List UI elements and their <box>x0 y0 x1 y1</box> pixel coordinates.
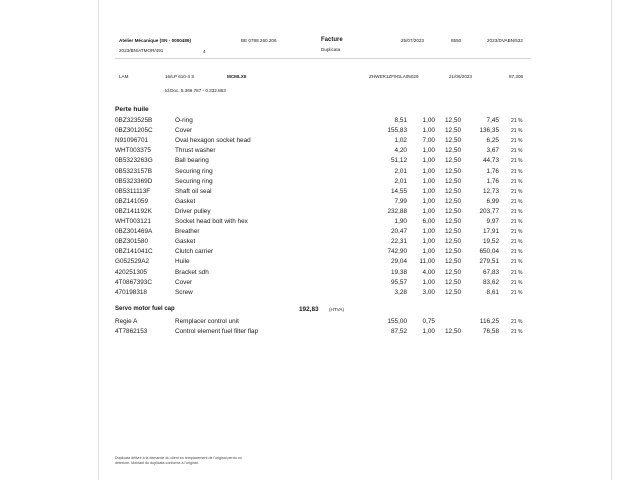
invoice-date: 25/07/2023 <box>401 38 424 43</box>
discount-rate: 12,50 <box>445 268 461 276</box>
table-row <box>99 289 611 299</box>
line-total: 203,77 <box>479 207 499 215</box>
part-reference: 0B5323263G <box>115 157 153 165</box>
table-row <box>99 248 611 258</box>
quantity: 1,00 <box>422 157 435 165</box>
table-row <box>99 328 611 338</box>
quantity: 6,00 <box>422 218 435 225</box>
quantity: 1,00 <box>422 248 435 256</box>
part-description: Bracket sdh <box>175 268 209 276</box>
line-total: 19,52 <box>483 238 499 246</box>
order-reference: 2023/BN/ATMOR/491 <box>119 48 164 53</box>
vat-rate: 21 % <box>511 148 523 155</box>
invoice-number: 8550 <box>451 38 462 43</box>
discount-rate: 12,50 <box>445 328 461 336</box>
part-description: Oval hexagon socket head <box>175 137 251 145</box>
company-name: Atelier Mécanique (SN - 0000489) <box>119 38 191 43</box>
line-total: 1,76 <box>486 167 499 175</box>
discount-rate: 12,50 <box>445 207 461 215</box>
quantity: 1,00 <box>422 177 435 185</box>
part-description: Breather <box>175 228 200 236</box>
vehicle-model: 16/LP 610-4 S <box>165 74 195 79</box>
table-row <box>99 279 611 289</box>
discount-rate: 12,50 <box>445 197 461 205</box>
table-row <box>99 157 611 167</box>
servo-subtotal-htva: (HTVA) <box>329 307 344 312</box>
part-description: Control element fuel filter flap <box>175 328 259 336</box>
part-description: Driver pulley <box>175 207 211 215</box>
part-reference: 0BZ141192K <box>115 207 152 215</box>
part-reference: 0BZ301580 <box>115 238 149 246</box>
vat-rate: 21 % <box>511 249 523 256</box>
line-total: 44,73 <box>483 157 499 165</box>
part-description: Gasket <box>175 197 196 205</box>
section-title-servo: Servo motor fuel cap <box>115 306 175 312</box>
part-description: Remplacer control unit <box>175 318 239 325</box>
part-reference: Regie A <box>115 318 138 325</box>
section-title-perte-huile: Perte huile <box>115 106 149 113</box>
document-type: Facture <box>321 37 343 43</box>
line-total: 7,45 <box>486 117 499 124</box>
header-divider <box>115 58 531 59</box>
unit-price: 742,90 <box>387 248 407 256</box>
part-description: O-ring <box>175 117 193 124</box>
discount-rate: 12,50 <box>445 147 461 155</box>
table-row <box>99 168 611 178</box>
part-reference: 0BZ141059 <box>115 197 149 205</box>
footer-note-line2: détérioré. Montant du duplicata conforme à l'original. <box>115 461 199 465</box>
tva-number: BE 0788.260.206 <box>241 38 277 43</box>
vat-rate: 21 % <box>511 188 523 195</box>
quantity: 1,00 <box>422 197 435 205</box>
table-row <box>99 238 611 248</box>
discount-rate: 12,50 <box>445 187 461 195</box>
line-total: 6,99 <box>486 197 499 205</box>
unit-price: 14,55 <box>391 187 407 195</box>
line-total: 12,73 <box>483 187 499 195</box>
vat-rate: 21 % <box>511 259 523 266</box>
vehicle-vin: ZHWER1ZF9GLA05029 <box>369 74 419 79</box>
line-total: 76,58 <box>483 328 499 336</box>
line-total: 17,91 <box>483 228 499 236</box>
vehicle-variant: MCMLXII <box>227 74 247 79</box>
discount-rate: 12,50 <box>445 278 461 286</box>
part-reference: 0BZ323525B <box>115 117 153 124</box>
table-row <box>99 127 611 137</box>
unit-price: 19,38 <box>391 268 407 276</box>
unit-price: 20,47 <box>391 228 407 236</box>
table-row <box>99 218 611 228</box>
quantity: 1,00 <box>422 328 435 336</box>
quantity: 1,00 <box>422 228 435 236</box>
part-reference: 470198318 <box>115 288 147 296</box>
quantity: 1,00 <box>422 187 435 195</box>
discount-rate: 12,50 <box>445 228 461 236</box>
unit-price: 2,01 <box>394 177 407 185</box>
vat-rate: 21 % <box>511 219 523 225</box>
unit-price: 155,83 <box>387 127 407 135</box>
duplicate-label: Duplicata <box>321 47 341 52</box>
part-description: Cover <box>175 278 193 286</box>
part-description: Ball bearing <box>175 157 209 165</box>
vehicle-label: LAM <box>119 74 129 79</box>
unit-price: 51,12 <box>391 157 407 165</box>
vat-rate: 21 % <box>511 168 523 175</box>
vat-rate: 21 % <box>511 208 523 215</box>
quantity: 7,00 <box>422 137 435 145</box>
vat-rate: 21 % <box>511 319 523 325</box>
part-reference: 4T0867393C <box>115 278 152 286</box>
quantity: 1,00 <box>422 127 435 135</box>
line-total: 136,35 <box>479 127 499 135</box>
quantity: 1,00 <box>422 117 435 124</box>
table-row <box>99 117 611 127</box>
part-reference: 4T7862153 <box>115 328 148 336</box>
line-total: 9,97 <box>486 218 499 225</box>
servo-subtotal: 192,83 <box>299 306 319 313</box>
part-reference: 0B5311113F <box>115 187 151 195</box>
part-description: Screw <box>175 288 193 296</box>
table-row <box>99 318 611 328</box>
discount-rate: 12,50 <box>445 177 461 185</box>
quantity: 1,00 <box>422 278 435 286</box>
table-row <box>99 258 611 268</box>
part-reference: N91096701 <box>115 137 149 145</box>
vat-rate: 21 % <box>511 158 523 165</box>
vat-rate: 21 % <box>511 269 523 276</box>
vehicle-mileage: 87.306 <box>509 74 524 79</box>
quantity: 1,00 <box>422 167 435 175</box>
unit-price: 22,31 <box>391 238 407 246</box>
line-total: 1,76 <box>486 177 499 185</box>
unit-price: 1,90 <box>394 218 407 225</box>
part-reference: 0B5323369D <box>115 177 153 185</box>
table-row <box>99 178 611 188</box>
part-reference: 0BZ141041C <box>115 248 153 256</box>
part-reference: 0B5323157B <box>115 167 152 175</box>
vat-rate: 21 % <box>511 239 523 246</box>
table-row <box>99 208 611 218</box>
vat-rate: 21 % <box>511 289 523 296</box>
vat-rate: 21 % <box>511 329 523 336</box>
unit-price: 4,20 <box>394 147 407 155</box>
line-total: 650,04 <box>479 248 499 256</box>
document-id-line: Id.Doc. 5.366.787 - 0.332.863 <box>165 88 226 93</box>
discount-rate: 12,50 <box>445 137 461 145</box>
vat-rate: 21 % <box>511 229 523 236</box>
footer-note-line1: Duplicata délivré à la demande du client en remplacement de l'original perdu ou <box>115 456 242 460</box>
discount-rate: 12,50 <box>445 117 461 124</box>
quantity: 3,00 <box>422 288 435 296</box>
table-row <box>99 198 611 208</box>
quantity: 0,75 <box>422 318 435 325</box>
part-description: Huile <box>175 258 190 266</box>
unit-price: 155,00 <box>387 318 407 325</box>
part-reference: 0BZ301205C <box>115 127 153 135</box>
table-row <box>99 137 611 147</box>
discount-rate: 12,50 <box>445 238 461 246</box>
vat-rate: 21 % <box>511 279 523 286</box>
unit-price: 1,02 <box>394 137 407 145</box>
part-reference: 0BZ301469A <box>115 228 153 236</box>
part-description: Gasket <box>175 238 196 246</box>
part-description: Cover <box>175 127 193 135</box>
part-description: Shaft oil seal <box>175 187 212 195</box>
vat-rate: 21 % <box>511 178 523 185</box>
invoice-page <box>98 0 612 480</box>
vat-rate: 21 % <box>511 118 523 124</box>
part-reference: WHT003121 <box>115 218 151 225</box>
table-row <box>99 188 611 198</box>
discount-rate: 12,50 <box>445 288 461 296</box>
table-row <box>99 147 611 157</box>
unit-price: 7,99 <box>394 197 407 205</box>
unit-price: 8,51 <box>394 117 407 124</box>
vat-rate: 21 % <box>511 128 523 135</box>
line-total: 67,83 <box>483 268 499 276</box>
line-total: 3,67 <box>486 147 499 155</box>
quantity: 1,00 <box>422 238 435 246</box>
line-total: 8,61 <box>486 288 499 296</box>
quantity: 4,00 <box>422 268 435 276</box>
line-total: 6,25 <box>486 137 499 145</box>
part-description: Thrust washer <box>175 147 216 155</box>
unit-price: 87,52 <box>391 328 407 336</box>
unit-price: 95,57 <box>391 278 407 286</box>
quantity: 1,00 <box>422 207 435 215</box>
discount-rate: 12,50 <box>445 258 461 266</box>
line-total: 83,62 <box>483 278 499 286</box>
part-description: Securing ring <box>175 177 213 185</box>
unit-price: 29,04 <box>391 258 407 266</box>
invoice-reference: 2023/DVABN/532 <box>487 38 523 43</box>
table-row <box>99 269 611 279</box>
discount-rate: 12,50 <box>445 167 461 175</box>
part-description: Clutch carrier <box>175 248 213 256</box>
discount-rate: 12,50 <box>445 248 461 256</box>
quantity: 1,00 <box>422 147 435 155</box>
vehicle-registration-date: 21/06/2023 <box>449 74 472 79</box>
line-total: 116,25 <box>479 318 499 325</box>
unit-price: 232,88 <box>387 207 407 215</box>
discount-rate: 12,50 <box>445 157 461 165</box>
unit-price: 2,01 <box>394 167 407 175</box>
vat-rate: 21 % <box>511 138 523 145</box>
order-code: 4 <box>203 49 206 54</box>
vat-rate: 21 % <box>511 198 523 205</box>
discount-rate: 12,50 <box>445 127 461 135</box>
discount-rate: 12,50 <box>445 218 461 225</box>
part-reference: WHT003375 <box>115 147 151 155</box>
line-total: 279,51 <box>479 258 499 266</box>
part-description: Socket head bolt with hex <box>175 218 248 225</box>
quantity: 11,00 <box>419 258 435 266</box>
table-row <box>99 228 611 238</box>
part-description: Securing ring <box>175 167 213 175</box>
unit-price: 3,28 <box>394 288 407 296</box>
part-reference: G052529A2 <box>115 258 150 266</box>
part-reference: 420251305 <box>115 268 147 276</box>
